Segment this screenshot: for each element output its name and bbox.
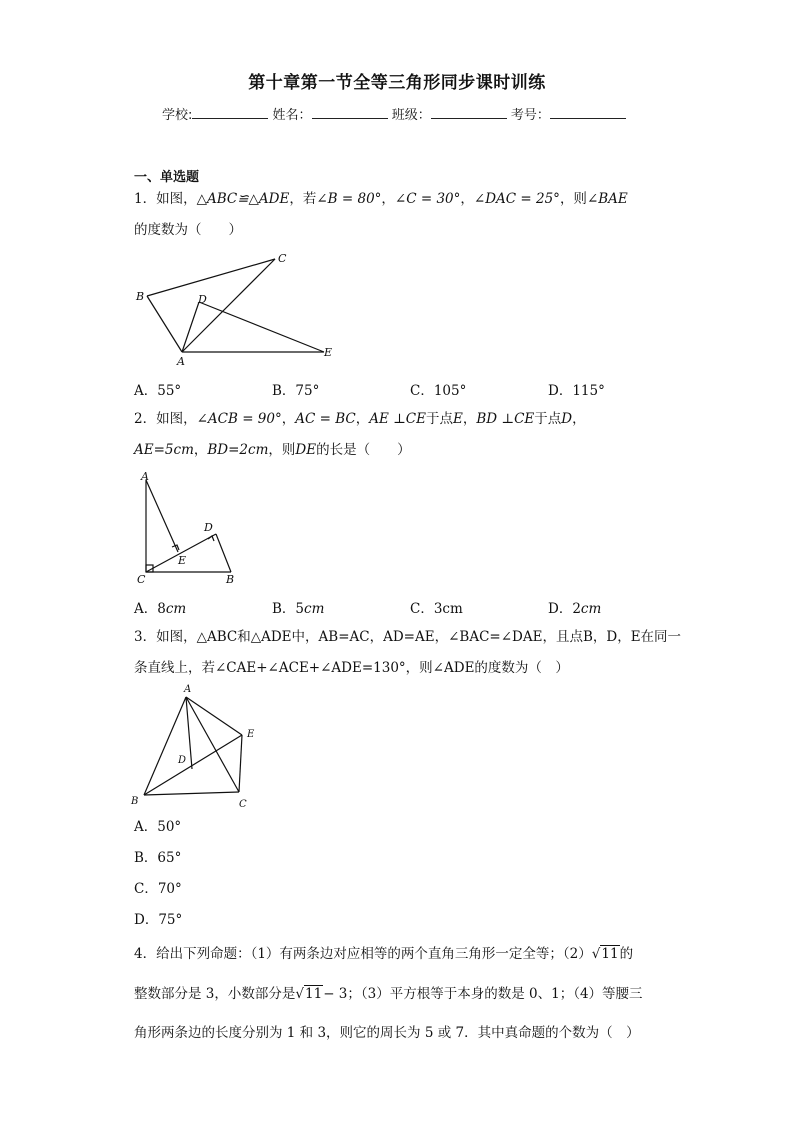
q1-text: ，则 (559, 191, 587, 207)
q2-math: BD ⊥CE (476, 411, 535, 427)
q2-text: ， (355, 411, 370, 427)
q2-math: D (561, 411, 573, 427)
class-label: 班级： (391, 108, 431, 123)
q2-option-d-text: D．2 (548, 601, 581, 617)
q2-option-c[interactable] (410, 597, 463, 617)
question-4-line-2 (134, 985, 643, 1003)
q1-text: ， (460, 191, 474, 207)
q2-math: AE=5cm (134, 442, 194, 458)
segment-BC (144, 792, 239, 795)
segment-CE (239, 735, 242, 792)
q3-option-d[interactable]: D．75° (134, 912, 183, 928)
q4-text: 整数部分是 3，小数部分是 (134, 986, 296, 1002)
q2-option-a-text: A．8 (134, 601, 166, 617)
label-B: B (226, 573, 235, 586)
label-E: E (324, 346, 333, 359)
q2-option-b-text: B．5 (272, 601, 305, 617)
question-1-figure (128, 248, 340, 370)
school-label: 学校: (162, 108, 193, 123)
sqrt-symbol: √11 (591, 946, 619, 962)
q2-option-c-text: C．3cm (410, 601, 463, 617)
q2-math: ∠ACB = 90° (196, 411, 282, 427)
q2-text: ， (462, 411, 477, 427)
segment-AB (144, 697, 186, 795)
segment-AE (186, 697, 242, 735)
q1-option-c[interactable]: C．105° (410, 383, 467, 399)
question-2-line-1 (134, 410, 586, 428)
q3-option-b[interactable]: B．65° (134, 850, 182, 866)
question-2-number: 2． (134, 411, 157, 427)
q2-text: 的长是（ ） (316, 442, 411, 458)
q2-text: 如图， (156, 411, 197, 427)
q2-text: 于点 (426, 411, 453, 427)
student-info-line (162, 104, 626, 123)
number-blank[interactable] (550, 106, 626, 119)
q2-option-b-unit: cm (304, 601, 325, 617)
q1-text: ， (381, 191, 395, 207)
segment-DB (216, 534, 231, 572)
q4-text: 的 (619, 946, 634, 962)
q1-math: ∠DAC = 25° (473, 191, 560, 207)
number-label: 考号： (510, 108, 550, 123)
q1-math: ∠B = 80° (316, 191, 382, 207)
q2-text: ， (572, 411, 586, 427)
label-C: C (137, 573, 146, 586)
section-heading: 一、单选题 (134, 170, 200, 185)
name-label: 姓名： (272, 108, 312, 123)
q1-math: ∠C = 30° (394, 191, 461, 207)
question-4-line-1 (134, 945, 633, 963)
label-B: B (136, 290, 145, 303)
q1-math: △ABC≌△ADE (196, 191, 290, 207)
label-D: D (178, 755, 187, 766)
label-A: A (177, 355, 185, 368)
q1-option-d[interactable]: D．115° (548, 383, 605, 399)
q1-math: ∠BAE (586, 191, 628, 207)
label-B: B (131, 796, 139, 807)
label-E: E (247, 729, 255, 740)
segment-BE (144, 735, 242, 795)
question-3-line-1 (134, 628, 681, 646)
school-blank[interactable] (192, 106, 268, 119)
page-title: 第十章第一节全等三角形同步课时训练 (248, 73, 546, 93)
q2-option-d-unit: cm (580, 601, 602, 617)
q2-math: E (453, 411, 463, 427)
label-A: A (184, 684, 192, 695)
label-C: C (278, 252, 287, 265)
q1-option-a[interactable]: A．55° (134, 383, 182, 399)
q2-option-d[interactable] (548, 597, 601, 617)
q2-text: 于点 (534, 411, 562, 427)
q3-option-a[interactable]: A．50° (134, 819, 182, 835)
question-1-number: 1． (134, 191, 157, 207)
q2-math: BD=2cm (207, 442, 269, 458)
q2-math: DE (295, 442, 317, 458)
question-4-number: 4． (134, 946, 157, 962)
sqrt-symbol: √11 (295, 986, 323, 1002)
label-C: C (239, 799, 247, 810)
question-2-line-2 (134, 441, 411, 459)
q4-text: − 3；（3）平方根等于本身的数是 0、1；（4）等腰三 (323, 986, 643, 1002)
question-3-line-2: 条直线上，若∠CAE+∠ACE+∠ADE=130°，则∠ADE的度数为（ ） (134, 660, 569, 676)
question-2-figure (132, 468, 246, 588)
q1-text: ，若 (289, 191, 317, 207)
q4-text: 给出下列命题：（1）有两条边对应相等的两个直角三角形一定全等；（2） (156, 946, 592, 962)
question-1-line-1 (134, 190, 628, 208)
q1-option-b[interactable]: B．75° (272, 383, 320, 399)
segment-DE (199, 302, 324, 352)
q2-text: ， (281, 411, 296, 427)
name-blank[interactable] (312, 106, 388, 119)
segment-AC (186, 697, 239, 792)
label-D: D (204, 521, 213, 534)
q3-option-c[interactable]: C．70° (134, 881, 182, 897)
q2-math: AC = BC (295, 411, 356, 427)
q1-text: 如图， (156, 191, 197, 207)
label-D: D (198, 293, 207, 306)
q2-option-a-unit: cm (165, 601, 187, 617)
question-3-text-1: 如图，△ABC和△ADE中，AB=AC，AD=AE，∠BAC=∠DAE，且点B，D，E在同一 (156, 629, 682, 645)
label-A: A (141, 470, 149, 483)
q2-option-a[interactable] (134, 597, 186, 617)
question-1-line-2: 的度数为（ ） (134, 222, 242, 238)
question-3-figure (128, 682, 264, 812)
sqrt-radicand: 11 (601, 946, 619, 962)
right-angle-mark-d (208, 536, 214, 541)
label-E: E (178, 554, 187, 567)
class-blank[interactable] (431, 106, 507, 119)
segment-AE (146, 480, 178, 552)
q2-option-b[interactable] (272, 597, 324, 617)
q2-text: ，则 (268, 442, 296, 458)
segment-AD (182, 302, 199, 352)
q2-math: AE ⊥CE (369, 411, 426, 427)
question-4-line-3: 角形两条边的长度分别为 1 和 3，则它的周长为 5 或 7．其中真命题的个数为（ ） (134, 1025, 640, 1041)
q2-text: ， (193, 442, 208, 458)
sqrt-radicand: 11 (305, 986, 323, 1002)
segment-AD (186, 697, 192, 769)
segment-BA (147, 296, 182, 352)
question-3-number: 3． (134, 629, 157, 645)
